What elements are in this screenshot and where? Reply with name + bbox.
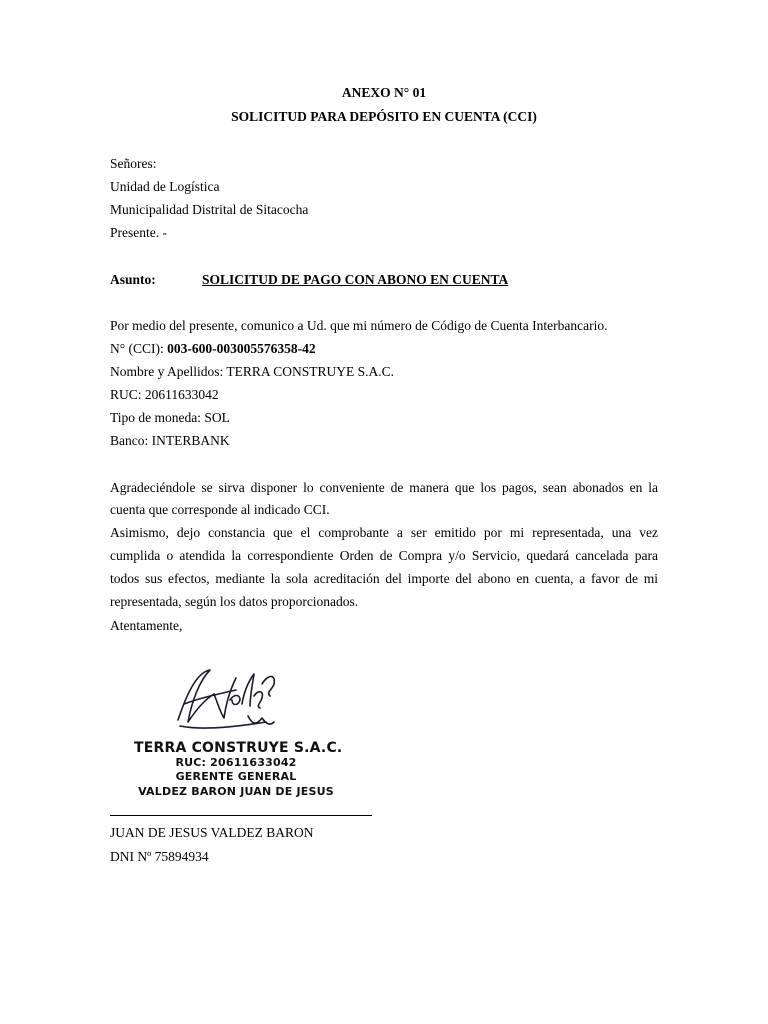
paragraph-2-line-3: todos sus efectos, mediante la sola acreditación del importe del abono en cuenta, a favor de mi <box>110 571 658 586</box>
document-title: SOLICITUD PARA DEPÓSITO EN CUENTA (CCI) <box>231 109 537 124</box>
handwritten-signature <box>170 660 280 742</box>
closing-text: Atentamente, <box>110 618 183 633</box>
signature-line <box>110 815 372 816</box>
currency-line: Tipo de moneda: SOL <box>110 410 230 425</box>
intro-text: Por medio del presente, comunico a Ud. que mi número de Código de Cuenta Interbancario. <box>110 318 608 333</box>
holder-name: Nombre y Apellidos: TERRA CONSTRUYE S.A.C. <box>110 364 395 379</box>
paragraph-2-line-4: representada, según los datos proporcionados. <box>110 594 359 609</box>
subject-label: Asunto: <box>110 272 156 287</box>
annex-heading: ANEXO N° 01 <box>341 85 427 100</box>
cci-label: N° (CCI): <box>110 341 168 356</box>
subject-value: SOLICITUD DE PAGO CON ABONO EN CUENTA <box>202 272 509 287</box>
paragraph-1-line-2: cuenta que corresponde al indicado CCI. <box>110 502 330 517</box>
ruc-line: RUC: 20611633042 <box>110 387 219 402</box>
paragraph-2-line-1: Asimismo, dejo constancia que el comprobante a ser emitido por mi representada, una vez <box>110 525 658 540</box>
cci-line <box>110 341 316 357</box>
stamp-ruc: RUC: 20611633042 <box>175 756 297 769</box>
signatory-name: JUAN DE JESUS VALDEZ BARON <box>110 825 314 840</box>
cci-value: 003-600-003005576358-42 <box>167 341 316 356</box>
stamp-person: VALDEZ BARON JUAN DE JESUS <box>138 785 334 798</box>
bank-line: Banco: INTERBANK <box>110 433 230 448</box>
paragraph-2-line-2: cumplida o atendida la correspondiente Orden de Compra y/o Servicio, quedará cancelada para <box>110 548 658 563</box>
paragraph-1-line-1: Agradeciéndole se sirva disponer lo conveniente de manera que los pagos, sean abonados en la <box>110 480 658 495</box>
addressee-unit: Unidad de Logística <box>110 179 220 194</box>
signatory-dni: DNI Nº 75894934 <box>110 849 209 864</box>
stamp-company: TERRA CONSTRUYE S.A.C. <box>134 740 343 756</box>
stamp-role: GERENTE GENERAL <box>175 770 297 783</box>
addressee-present: Presente. - <box>110 225 167 240</box>
addressee-entity: Municipalidad Distrital de Sitacocha <box>110 202 309 217</box>
addressee-greeting: Señores: <box>110 156 157 171</box>
